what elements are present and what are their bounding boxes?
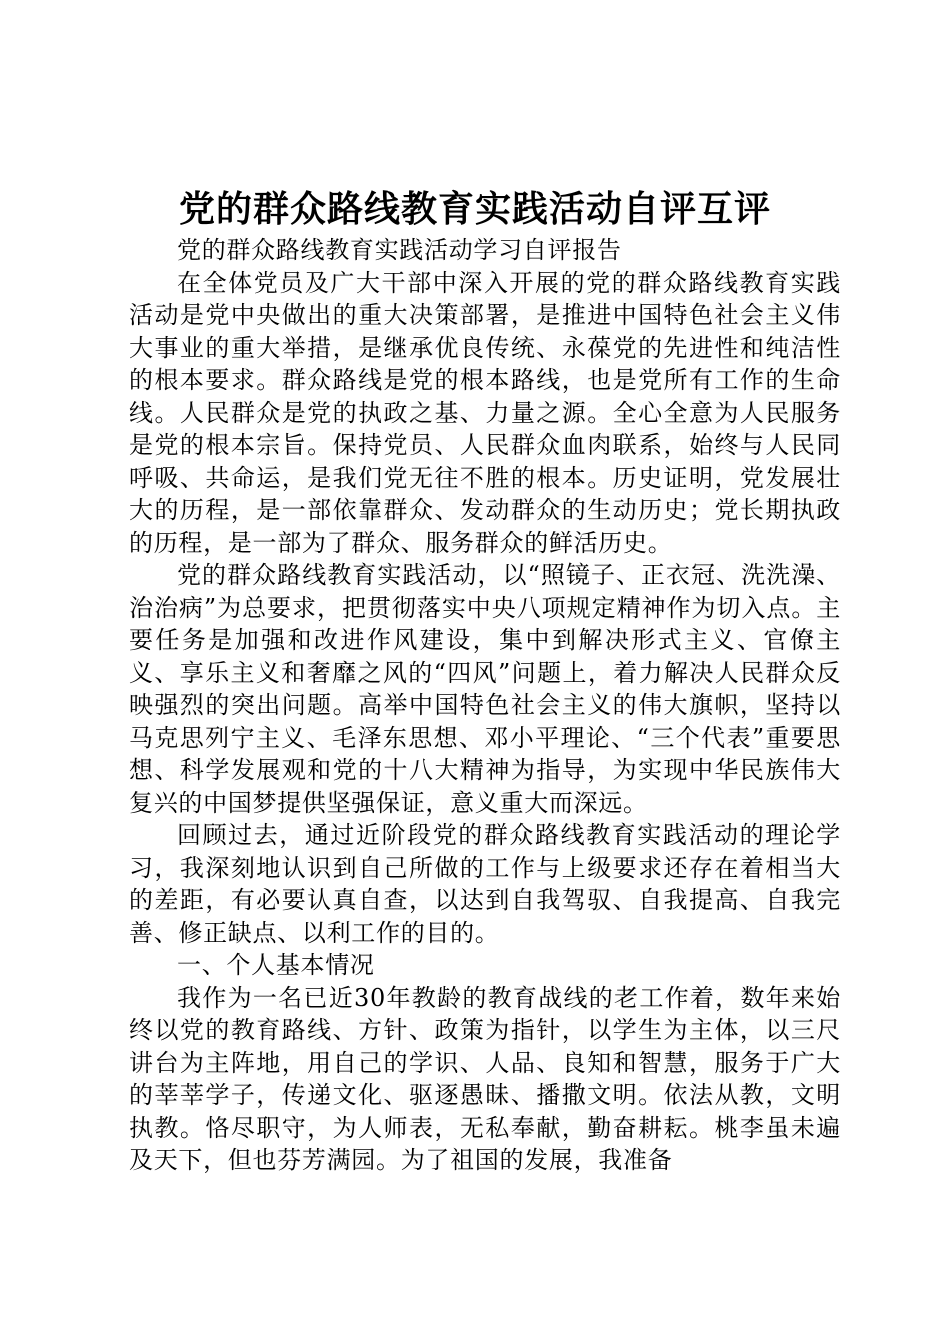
document-title: 党的群众路线教育实践活动自评互评: [178, 189, 771, 230]
document-body: [129, 234, 841, 1177]
report-subtitle: 党的群众路线教育实践活动学习自评报告: [177, 236, 622, 264]
body-paragraph: 我作为一名已近30年教龄的教育战线的老工作着，数年来始终以党的教育路线、方针、政策为指针，以学生为主体，以三尺讲台为主阵地，用自己的学识、人品、良知和智慧，服务于广大的莘莘学子，传递文化、驱逐愚昧、播撒文明。依法从教，文明执教。恪尽职守，为人师表，无私奉献，勤奋耕耘。桃李虽未遍及天下，但也芬芳满园。为了祖国的发展，我准备: [129, 983, 841, 1174]
body-paragraph: 党的群众路线教育实践活动，以“照镜子、正衣冠、洗洗澡、治治病”为总要求，把贯彻落实中央八项规定精神作为切入点。主要任务是加强和改进作风建设，集中到解决形式主义、官僚主义、享乐主义和奢靡之风的“四风”问题上，着力解决人民群众反映强烈的突出问题。高举中国特色社会主义的伟大旗帜，坚持以马克思列宁主义、毛泽东思想、邓小平理论、“三个代表”重要思想、科学发展观和党的十八大精神为指导，为实现中华民族伟大复兴的中国梦提供坚强保证，意义重大而深远。: [129, 561, 841, 817]
section-heading: 一、个人基本情况: [177, 951, 375, 979]
body-paragraph: 在全体党员及广大干部中深入开展的党的群众路线教育实践活动是党中央做出的重大决策部署，是推进中国特色社会主义伟大事业的重大举措，是继承优良传统、永葆党的先进性和纯洁性的根本要求。群众路线是党的根本路线，也是党所有工作的生命线。人民群众是党的执政之基、力量之源。全心全意为人民服务是党的根本宗旨。保持党员、人民群众血肉联系，始终与人民同呼吸、共命运，是我们党无往不胜的根本。历史证明，党发展壮大的历程，是一部依靠群众、发动群众的生动历史；党长期执政的历程，是一部为了群众、服务群众的鲜活历史。: [129, 268, 841, 557]
body-paragraph: 回顾过去，通过近阶段党的群众路线教育实践活动的理论学习，我深刻地认识到自己所做的工作与上级要求还存在着相当大的差距，有必要认真自查，以达到自我驾驭、自我提高、自我完善、修正缺点、以利工作的目的。: [129, 821, 841, 947]
